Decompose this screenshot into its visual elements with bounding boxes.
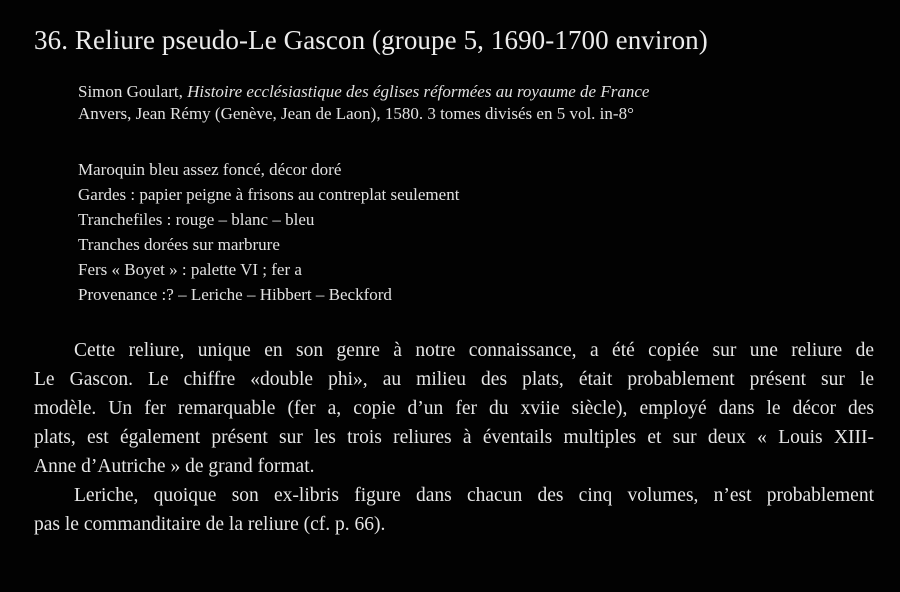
- reference-author-title-line: [78, 81, 649, 103]
- reference-imprint: Anvers, Jean Rémy (Genève, Jean de Laon), 1580. 3 tomes divisés en 5 vol. in-8°: [78, 104, 634, 123]
- paragraph-line: Cette reliure, unique en son genre à notre connaissance, a été copiée sur une reliure de: [74, 340, 874, 361]
- paragraph-1: [34, 336, 874, 481]
- reference-author: Simon Goulart,: [78, 82, 188, 101]
- paragraph-line: Leriche, quoique son ex-libris figure dans chacun des cinq volumes, n’est probablement: [74, 485, 874, 506]
- commentary-text: [34, 336, 874, 539]
- page-title: 36. Reliure pseudo-Le Gascon (groupe 5, 1690-1700 environ): [34, 25, 708, 55]
- description-line: Tranches dorées sur marbrure: [78, 235, 280, 254]
- paragraph-line: pas le commanditaire de la reliure (cf. p. 66).: [34, 514, 386, 535]
- reference-work-title: Histoire ecclésiastique des églises réformées au royaume de France: [187, 82, 650, 101]
- paragraph-2: [34, 481, 874, 539]
- description-line: Tranchefiles : rouge – blanc – bleu: [78, 210, 315, 229]
- bibliographic-reference: [78, 81, 649, 125]
- paragraph-line: plats, est également présent sur les trois reliures à éventails multiples et sur deux « Louis XIII-: [34, 427, 874, 448]
- binding-description: [78, 157, 459, 307]
- paragraph-line: Anne d’Autriche » de grand format.: [34, 456, 315, 477]
- description-line: Fers « Boyet » : palette VI ; fer a: [78, 260, 302, 279]
- paragraph-line: Le Gascon. Le chiffre «double phi», au milieu des plats, était probablement présent sur le: [34, 369, 874, 390]
- description-line: Gardes : papier peigne à frisons au contreplat seulement: [78, 185, 460, 204]
- description-line: Provenance :? – Leriche – Hibbert – Beckford: [78, 285, 392, 304]
- paragraph-line: modèle. Un fer remarquable (fer a, copie d’un fer du xviie siècle), employé dans le décor des: [34, 398, 874, 419]
- description-line: Maroquin bleu assez foncé, décor doré: [78, 160, 342, 179]
